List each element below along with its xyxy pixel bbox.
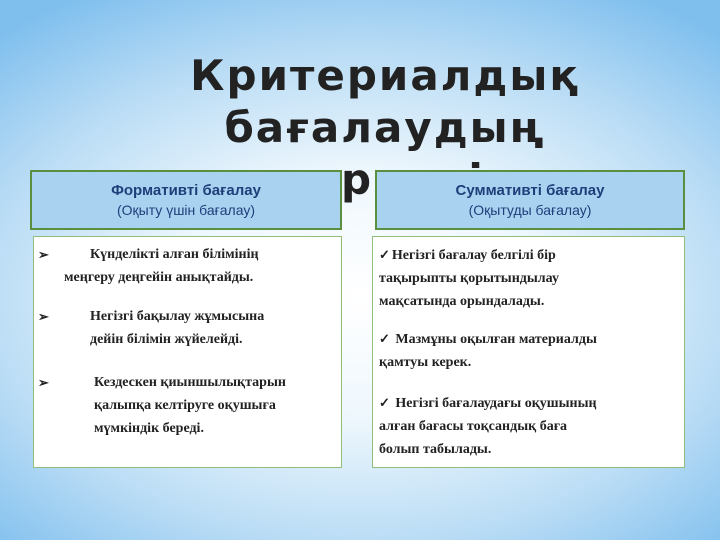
- formative-subheader: (Оқыту үшін бағалау): [117, 202, 255, 218]
- list-item-line: меңгеру деңгейін анықтайды.: [64, 270, 254, 285]
- list-item-line: болып табылады.: [379, 442, 492, 457]
- list-item-line: қалыпқа келтіруге оқушыға: [94, 398, 276, 413]
- summative-header-box: [375, 170, 685, 230]
- list-item: [38, 243, 338, 289]
- list-item-line: Негізгі бағалау белгілі бір: [391, 248, 556, 263]
- summative-header: Суммативті бағалау: [455, 182, 605, 199]
- list-item: [379, 327, 679, 374]
- formative-list: [33, 236, 342, 468]
- check-icon: ✓: [379, 247, 390, 262]
- list-item-line: тақырыпты қорытындылау: [379, 271, 559, 286]
- list-item-line: алған бағасы тоқсандық баға: [379, 419, 568, 434]
- list-item-line: Негізгі бақылау жұмысына: [90, 309, 265, 324]
- check-icon: ✓: [379, 331, 390, 346]
- arrow-bullet-icon: ➢: [38, 375, 49, 390]
- list-item-line: Күнделікті алған білімінің: [90, 247, 259, 262]
- list-item-line: қамтуы керек.: [379, 355, 472, 370]
- list-item-line: мүмкіндік береді.: [94, 421, 204, 436]
- list-item: [379, 243, 679, 313]
- summative-subheader: (Оқытуды бағалау): [468, 202, 592, 218]
- list-item-line: Мазмұны оқылған материалды: [391, 332, 597, 347]
- list-item: [379, 391, 679, 461]
- summative-list: [372, 236, 685, 468]
- arrow-bullet-icon: ➢: [38, 247, 49, 262]
- list-item-line: Кездескен қиыншылықтарын: [94, 375, 286, 390]
- title-line-1: Критериалдық: [190, 51, 580, 100]
- formative-header-box: [30, 170, 342, 230]
- list-item: [38, 371, 338, 440]
- arrow-bullet-icon: ➢: [38, 309, 49, 324]
- formative-header: Формативті бағалау: [111, 182, 261, 199]
- list-item-line: Негізгі бағалаудағы оқушының: [391, 396, 597, 411]
- list-item-line: дейін білімін жүйелейді.: [90, 332, 243, 347]
- list-item: [38, 305, 338, 351]
- title-line-2: бағалаудың: [224, 103, 546, 152]
- check-icon: ✓: [379, 395, 390, 410]
- list-item-line: мақсатында орындалады.: [379, 294, 545, 309]
